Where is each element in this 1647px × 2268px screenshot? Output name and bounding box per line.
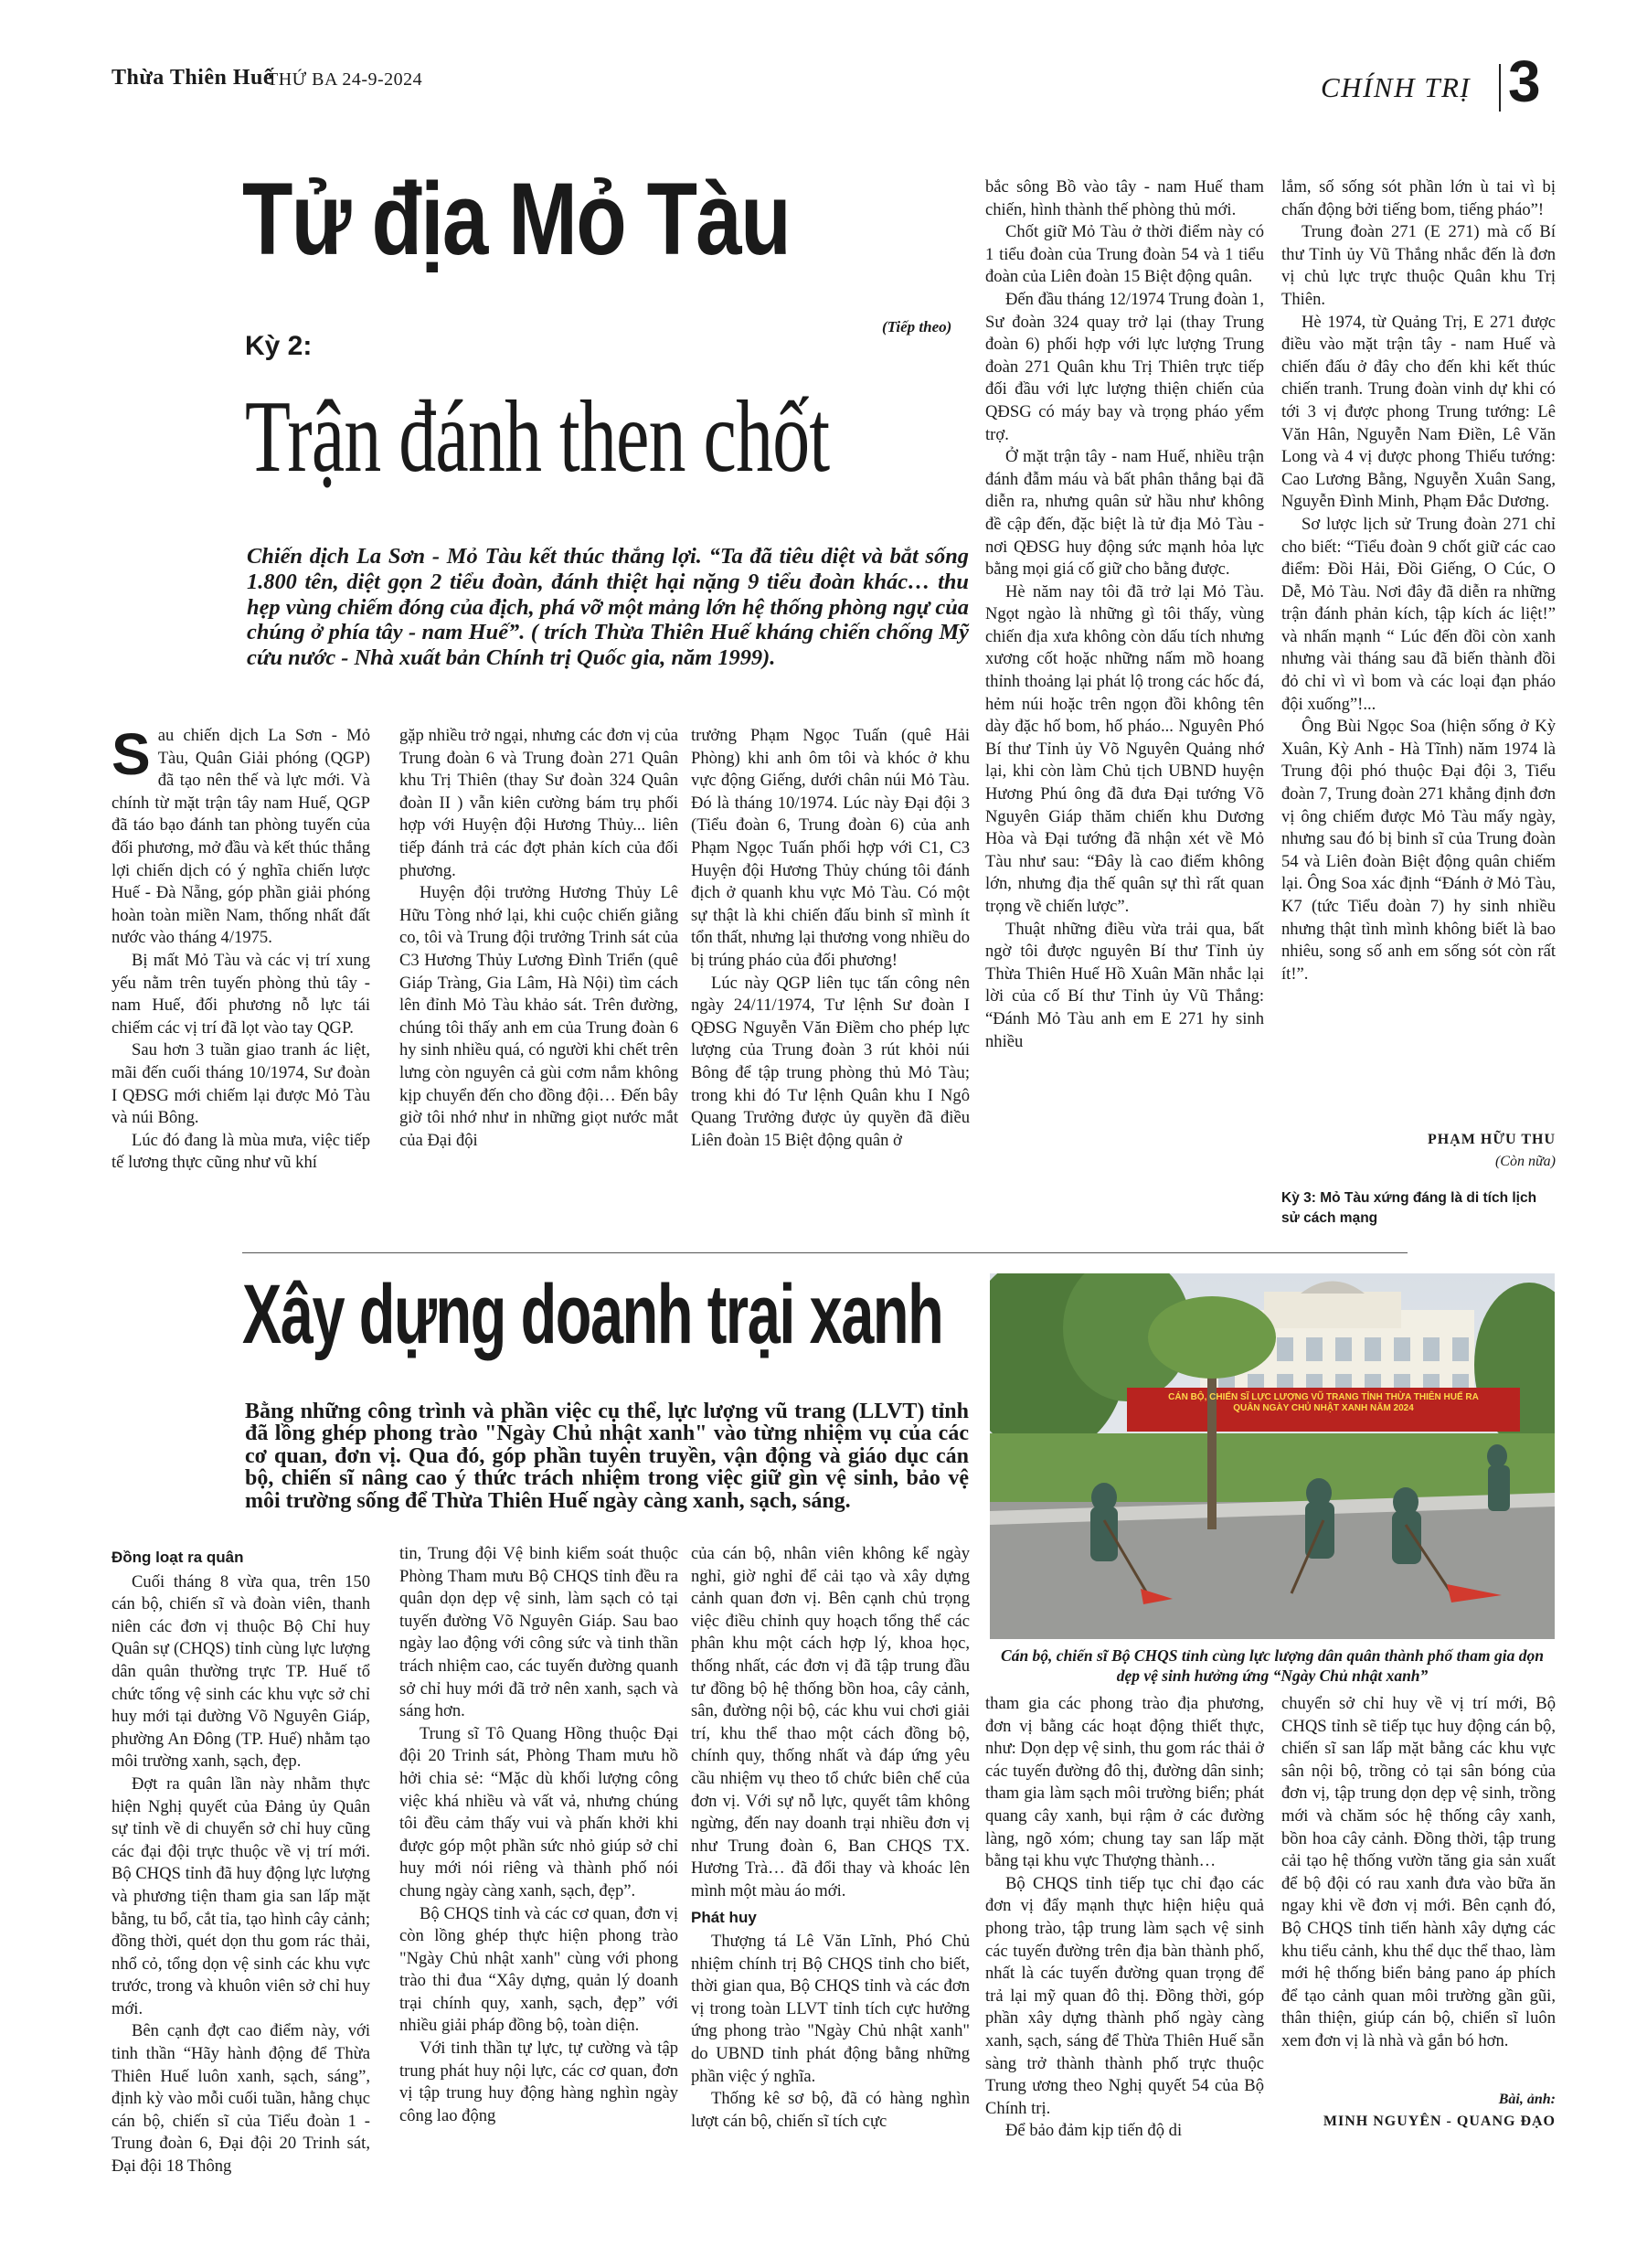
page-number: 3 <box>1508 48 1541 114</box>
to-be-continued: (Còn nữa) <box>1494 1154 1556 1169</box>
photo-banner-text: CÁN BỘ, CHIẾN SĨ LỰC LƯỢNG VŨ TRANG TỈNH THỪA THIÊN HUẾ RA QUÂN NGÀY CHỦ NHẬT XANH NĂM 2024 <box>1168 1392 1479 1413</box>
paper-name: Thừa Thiên Huế <box>112 66 274 90</box>
header-divider <box>1499 64 1501 112</box>
paragraph: Bị mất Mỏ Tàu và các vị trí xung yếu nằm trên tuyến phòng thủ tây - nam Huế, đối phương nỗ lực tái chiếm các vị trí đã lọt vào tay QGP. <box>112 950 370 1038</box>
paragraph: Trung đoàn 271 (E 271) mà cố Bí thư Tỉnh ủy Vũ Thắng nhắc đến là đơn vị chủ lực trực thuộc Quân khu Trị Thiên. <box>1281 222 1556 309</box>
article2-title: Xây dựng doanh trại xanh <box>242 1268 943 1361</box>
article2-authors: MINH NGUYÊN - QUANG ĐẠO <box>1323 2114 1556 2129</box>
article2-col3 <box>691 1543 970 2133</box>
subhead-2: Phát huy <box>691 1908 757 1926</box>
section-name: CHÍNH TRỊ <box>1321 71 1472 103</box>
byline-label: Bài, ảnh: <box>1498 2092 1556 2107</box>
cleanup-photo-illustration <box>990 1273 1555 1639</box>
paragraph: Thuật những điều vừa trải qua, bất ngờ tôi được nguyên Bí thư Tỉnh ủy Thừa Thiên Huế Hồ Xuân Mãn nhắc lại lời của cố Bí thư Tỉnh ủy Vũ Thắng: “Đánh Mỏ Tàu anh em E 271 hy sinh nhiều <box>985 919 1264 1051</box>
paragraph: Lúc đó đang là mùa mưa, việc tiếp tế lương thực cũng như vũ khí <box>112 1130 370 1173</box>
paragraph: tin, Trung đội Vệ binh kiểm soát thuộc Phòng Tham mưu Bộ CHQS tỉnh đều ra quân dọn dẹp vệ sinh, làm sạch cỏ tại tuyến đường Võ Nguyên Giáp. Sau bao ngày lao động với công sức và tinh thần trách nhiệm cao, các tuyến đường quanh sở chỉ huy mới đã trở nên xanh, sạch và sáng hơn. <box>399 1544 678 1721</box>
article1-title: Tử địa Mỏ Tàu <box>242 162 791 276</box>
part-label: Kỳ 2: <box>245 331 313 361</box>
article1-col2 <box>399 725 678 1152</box>
paragraph: Hè năm nay tôi đã trở lại Mỏ Tàu. Ngọt ngào là những gì tôi thấy, vùng chiến địa xưa không còn dấu tích nhưng xương cốt hoặc những nấm mồ hoang thỉnh thoảng lại phát lộ trong các hốc đá, hẻm núi hoặc trên ngọn đồi không tên dày đặc hố bom, hố pháo... Nguyên Phó Bí thư Tỉnh ủy Võ Nguyên Quảng nhớ lại, khi còn làm Chủ tịch UBND huyện Hương Phú ông đã đưa Đại tướng Võ Nguyên Giáp thăm chiến khu Dương Hòa và Đại tướng đã nhận xét về Mỏ Tàu như sau: “Đây là cao điểm không lớn, nhưng địa thế quân sự thì rất quan trọng về chiến lược”. <box>985 581 1264 916</box>
paragraph: tham gia các phong trào địa phương, đơn vị bằng các hoạt động thiết thực, như: Dọn dẹp vệ sinh, thu gom rác thải ở các tuyến đường đô thị, đường dân sinh; tham gia làm sạch môi trường biển; phát quang cây xanh, bụi rậm ở các đường làng, ngõ xóm; chung tay san lấp mặt bằng tại khu vực Thượng thành… <box>985 1694 1264 1871</box>
paragraph: gặp nhiều trở ngại, nhưng các đơn vị của Trung đoàn 6 và Trung đoàn 271 Quân khu Trị Thiên (thay Sư đoàn 324 Quân đoàn II ) vẫn kiên cường bám trụ phối hợp với Huyện đội Hương Thủy... liên tiếp đánh trả các đợt phản kích của đối phương. <box>399 726 678 880</box>
article2-lead: Bằng những công trình và phần việc cụ thể, lực lượng vũ trang (LLVT) tỉnh đã lồng ghép phong trào "Ngày Chủ nhật xanh" vào từng nhiệm vụ của các cơ quan, đơn vị. Qua đó, góp phần tuyên truyền, vận động và giáo dục cán bộ, chiến sĩ nâng cao ý thức trách nhiệm trong việc giữ gìn vệ sinh, bảo vệ môi trường sống để Thừa Thiên Huế ngày càng xanh, sạch, sáng. <box>245 1400 969 1513</box>
article1-col5 <box>1281 176 1556 985</box>
paragraph: Để bảo đảm kịp tiến độ di <box>1005 2121 1183 2141</box>
paragraph: Cuối tháng 8 vừa qua, trên 150 cán bộ, chiến sĩ và đoàn viên, thanh niên các đơn vị thuộc Bộ Chỉ huy Quân sự (CHQS) tỉnh cùng lực lượng dân quân thường trực TP. Huế tổ chức tổng vệ sinh các khu vực sở chỉ huy mới tại đường Võ Nguyên Giáp, phường An Đông (TP. Huế) nhằm tạo môi trường xanh, sạch, đẹp. <box>112 1571 370 1772</box>
paragraph: au chiến dịch La Sơn - Mỏ Tàu, Quân Giải phóng (QGP) đã tạo nên thế và lực mới. Và chính từ mặt trận tây nam Huế, QGP đã táo bạo đánh tan phòng tuyến của đối phương, mở đầu và kết thúc thắng lợi chiến dịch có ý nghĩa chiến lược Huế - Đà Nẵng, góp phần giải phóng hoàn toàn miền Nam, thống nhất đất nước vào tháng 4/1975. <box>112 726 370 948</box>
paragraph: Ông Bùi Ngọc Soa (hiện sống ở Kỳ Xuân, Kỳ Anh - Hà Tĩnh) năm 1974 là Trung đội phó thuộc Đại đội 3, Tiểu đoàn 7, Trung đoàn 271 khẳng định đơn vị ông chiếm được Mỏ Tàu mấy ngày, nhưng sau đó bị binh sĩ của Trung đoàn 54 và Liên đoàn Biệt động quân chiếm lại. Ông Soa xác định “Đánh ở Mỏ Tàu, K7 (tức Tiểu đoàn 7) hy sinh nhiều nhưng thật tình mình không biết là bao nhiêu, song số anh em sống sót còn rất ít!”. <box>1281 717 1556 984</box>
continued-note: (Tiếp theo) <box>882 318 952 335</box>
article2-col4 <box>985 1693 1264 2143</box>
paragraph: Bộ CHQS tỉnh và các cơ quan, đơn vị còn lồng ghép thực hiện phong trào "Ngày Chủ nhật xanh" cùng với phong trào thi đua “Xây dựng, quản lý doanh trại chính quy, xanh, sạch, đẹp” với nhiều giải pháp đồng bộ, toàn diện. <box>399 1903 678 2036</box>
paragraph: Chốt giữ Mỏ Tàu ở thời điểm này có 1 tiểu đoàn của Trung đoàn 54 và 1 tiểu đoàn của Liên đoàn 15 Biệt động quân. <box>985 222 1264 287</box>
article1-col3 <box>691 725 970 1152</box>
paragraph: Sơ lược lịch sử Trung đoàn 271 chỉ cho biết: “Tiểu đoàn 9 chốt giữ các cao điểm: Đồi Hải, Đồi Giếng, O Cúc, O Dễ, Mỏ Tàu. Nơi đây đã diễn ra những trận đánh phản kích, tập kích ác liệt!” và nhấn mạnh “ Lúc đến đồi còn xanh nhưng vài tháng sau đã biến thành đồi đỏ chỉ vì vì bom và các loại đạn pháo đội xuống”!... <box>1281 514 1556 714</box>
paragraph: bắc sông Bồ vào tây - nam Huế tham chiến, hình thành thế phòng thủ mới. <box>985 177 1264 219</box>
article1-col1 <box>112 721 370 1175</box>
dropcap: S <box>112 721 151 787</box>
paragraph: của cán bộ, nhân viên không kể ngày nghỉ, giờ nghỉ để cải tạo và xây dựng cảnh quan đơn vị. Bên cạnh chủ trọng việc điều chỉnh quy hoạch tổng thể các phân khu một cách hợp lý, khoa học, thống nhất, các đơn vị đã tập trung đầu tư đồng bộ hệ thống bồn hoa, cây cảnh, sân, đường nội bộ, các khu vui chơi giải trí, khu thể thao một cách đồng bộ, chính quy, thống nhất và đáp ứng yêu cầu nhiệm vụ theo tổ chức biên chế của đơn vị. Với sự nỗ lực, quyết tâm không ngừng, đến nay doanh trại nhiều đơn vị như Trung đoàn 6, Ban CHQS TX. Hương Trà… đã đổi thay và khoác lên mình một màu áo mới. <box>691 1544 970 1901</box>
subhead-1: Đồng loạt ra quân <box>112 1549 244 1566</box>
paragraph: Huyện đội trưởng Hương Thủy Lê Hữu Tòng nhớ lại, khi cuộc chiến giằng co, tôi và Trung đội trưởng Trinh sát của C3 Hương Thủy Lương Đình Triển (quê Giáp Tràng, Gia Lâm, Hà Nội) tìm cách lên đỉnh Mỏ Tàu khảo sát. Trên đường, chúng tôi thấy anh em của Trung đoàn 6 hy sinh nhiều quá, có người khi chết trên lưng còn nguyên cả gùi cơm nắm không kịp chuyển đến cho đồng đội… Đến bây giờ tôi nhớ như in những giọt nước mắt của Đại đội <box>399 883 678 1150</box>
paragraph: Sau hơn 3 tuần giao tranh ác liệt, mãi đến cuối tháng 10/1974, Sư đoàn I QĐSG mới chiếm lại được Mỏ Tàu và núi Bông. <box>112 1040 370 1128</box>
article1-subtitle: Trận đánh then chốt <box>245 380 830 494</box>
paragraph: Bộ CHQS tỉnh tiếp tục chỉ đạo các đơn vị đẩy mạnh thực hiện hiệu quả phong trào, tập trung làm sạch vệ sinh các tuyến đường trên địa bàn thành phố, nhất là các tuyến đường quan trọng để trả lại mỹ quan đô thị. Đồng thời, góp phần xây dựng thành phố ngày càng xanh, sạch, sáng để Thừa Thiên Huế sẵn sàng trở thành thành phố trực thuộc Trung ương theo Nghị quyết 54 của Bộ Chính trị. <box>985 1873 1264 2118</box>
paragraph: Bên cạnh đợt cao điểm này, với tinh thần “Hãy hành động để Thừa Thiên Huế luôn xanh, sạch, sáng”, định kỳ vào mỗi cuối tuần, hằng chục cán bộ, chiến sĩ của Tiểu đoàn 1 - Trung đoàn 6, Đại đội 20 Trinh sát, Đại đội 18 Thông <box>112 2021 370 2177</box>
paragraph: Đến đầu tháng 12/1974 Trung đoàn 1, Sư đoàn 324 quay trở lại (thay Trung đoàn 6) phối hợp với lực lượng Trung đoàn 271 Quân khu Trị Thiên trực tiếp đối đầu với lực lượng thiện chiến của QĐSG có máy bay và trọng pháo yểm trợ. <box>985 289 1264 444</box>
paragraph: Lúc này QGP liên tục tấn công nên ngày 24/11/1974, Tư lệnh Sư đoàn I QĐSG Nguyễn Văn Điềm cho phép lực lượng của Trung đoàn 3 rút khỏi núi Bông để tập trung phòng thủ Mỏ Tàu; trong khi đó Tư lệnh Quân khu I Ngô Quang Trưởng được ủy quyền đã điều Liên đoàn 15 Biệt động quân ở <box>691 973 970 1150</box>
article2-col2 <box>399 1543 678 2127</box>
paragraph: lắm, số sống sót phần lớn ù tai vì bị chấn động bởi tiếng bom, tiếng pháo”! <box>1281 177 1556 219</box>
article1-col4 <box>985 176 1264 1053</box>
paragraph: chuyển sở chỉ huy về vị trí mới, Bộ CHQS tỉnh sẽ tiếp tục huy động cán bộ, chiến sĩ san lấp mặt bằng các khu vực sân nội bộ, trồng cỏ tại sân bóng của đơn vị, tập trung dọn dẹp vệ sinh, trồng mới và chăm sóc hệ thống cây xanh, bồn hoa cây cảnh. Đồng thời, tập trung cải tạo hệ thống vườn tăng gia sản xuất để bộ đội có rau xanh đưa vào bữa ăn ngay khi về đơn vị mới. Bên cạnh đó, Bộ CHQS tỉnh tiến hành xây dựng các khu tiểu cảnh, khu thể dục thể thao, làm mới hệ thống biển bảng pano áp phích để tạo cảnh quan môi trường gần gũi, thân thiện, giúp cán bộ, chiến sĩ luôn xem đơn vị là nhà và gắn bó hơn. <box>1281 1694 1556 2050</box>
photo <box>990 1273 1555 1639</box>
article-separator <box>242 1252 1408 1253</box>
paragraph: Trung sĩ Tô Quang Hồng thuộc Đại đội 20 Trinh sát, Phòng Tham mưu hồ hởi chia sẻ: “Mặc dù khối lượng công việc khá nhiều và vất vả, nhưng chúng tôi đều cảm thấy vui và phấn khởi khi được góp một phần sức nhỏ giúp sở chỉ huy mới nói riêng và thành phố nói chung ngày càng xanh, sạch, đẹp”. <box>399 1723 678 1901</box>
paragraph: trưởng Phạm Ngọc Tuấn (quê Hải Phòng) khi anh ôm tôi và khóc ở khu vực động Giếng, dưới chân núi Mỏ Tàu. Đó là tháng 10/1974. Lúc này Đại đội 3 (Tiểu đoàn 6, Trung đoàn 6) của anh Phạm Ngọc Tuấn phối hợp với C1, C3 Huyện đội Hương Thủy chúng tôi đánh địch ở quanh khu vực Mỏ Tàu. Có một sự thật là khi chiến đấu binh sĩ mình ít tổn thất, nhưng lại thương vong nhiều do bị trúng pháo của đối phương! <box>691 726 970 970</box>
paragraph: Với tinh thần tự lực, tự cường và tập trung phát huy nội lực, các cơ quan, đơn vị tập trung huy động hàng nghìn ngày công lao động <box>399 2039 678 2125</box>
paragraph: Thượng tá Lê Văn Lĩnh, Phó Chủ nhiệm chính trị Bộ CHQS tỉnh cho biết, thời gian qua, Bộ CHQS tỉnh và các đơn vị trong toàn LLVT tỉnh tích cực hưởng ứng phong trào "Ngày Chủ nhật xanh" do UBND tỉnh phát động bằng những phần việc ý nghĩa. <box>691 1932 970 2086</box>
article1-author: PHẠM HỮU THU <box>1428 1132 1556 1147</box>
paragraph: Hè 1974, từ Quảng Trị, E 271 được điều vào mặt trận tây - nam Huế và chiến đấu ở đây cho đến khi kết thúc chiến tranh. Trung đoàn vinh dự khi có tới 3 vị được phong Trung tướng: Lê Văn Hân, Nguyễn Nam Điền, Lê Văn Long và 4 vị được phong Thiếu tướng: Cao Lương Bằng, Nguyễn Xuân Sang, Nguyễn Đình Minh, Phạm Đắc Dương. <box>1281 312 1556 512</box>
article1-lead: Chiến dịch La Sơn - Mỏ Tàu kết thúc thắng lợi. “Ta đã tiêu diệt và bắt sống 1.800 tên, diệt gọn 2 tiểu đoàn, đánh thiệt hại nặng 9 tiểu đoàn khác… thu hẹp vùng chiếm đóng của địch, phá vỡ một mảng lớn hệ thống phòng ngự của chúng ở phía tây - nam Huế”. ( trích Thừa Thiên Huế kháng chiến chống Mỹ cứu nước - Nhà xuất bản Chính trị Quốc gia, năm 1999). <box>247 544 969 671</box>
article2-col5 <box>1281 1693 1556 2053</box>
paragraph: Đợt ra quân lần này nhằm thực hiện Nghị quyết của Đảng ủy Quân sự tỉnh về di chuyển sở chỉ huy cũng các đại đội trực thuộc về vị trí mới. Bộ CHQS tỉnh đã huy động lực lượng và phương tiện tham gia san lấp mặt bằng, tu bổ, cắt tỉa, tạo hình cây cảnh; đồng thời, quét dọn thu gom rác thải, nhổ cỏ, tổng dọn vệ sinh các khu vực trước, trong và khuôn viên sở chỉ huy mới. <box>112 1773 370 2018</box>
issue-date: THỨ BA 24-9-2024 <box>267 69 423 90</box>
photo-caption: Cán bộ, chiến sĩ Bộ CHQS tỉnh cùng lực lượng dân quân thành phố tham gia dọn dẹp vệ sinh hưởng ứng “Ngày Chủ nhật xanh” <box>1001 1646 1544 1685</box>
paragraph: Thống kê sơ bộ, đã có hàng nghìn lượt cán bộ, chiến sĩ tích cực <box>691 2089 970 2131</box>
article2-col1 <box>112 1543 370 2178</box>
paragraph: Ở mặt trận tây - nam Huế, nhiều trận đánh đẫm máu và bất phân thắng bại đã diễn ra, nhưng quân sử hầu như không đề cập đến, đặc biệt là tử địa Mỏ Tàu - nơi QĐSG huy động sức mạnh hỏa lực bằng mọi giá cố giữ cho bằng được. <box>985 447 1264 580</box>
next-part-teaser: Kỳ 3: Mỏ Tàu xứng đáng là di tích lịch sử cách mạng <box>1281 1190 1537 1226</box>
